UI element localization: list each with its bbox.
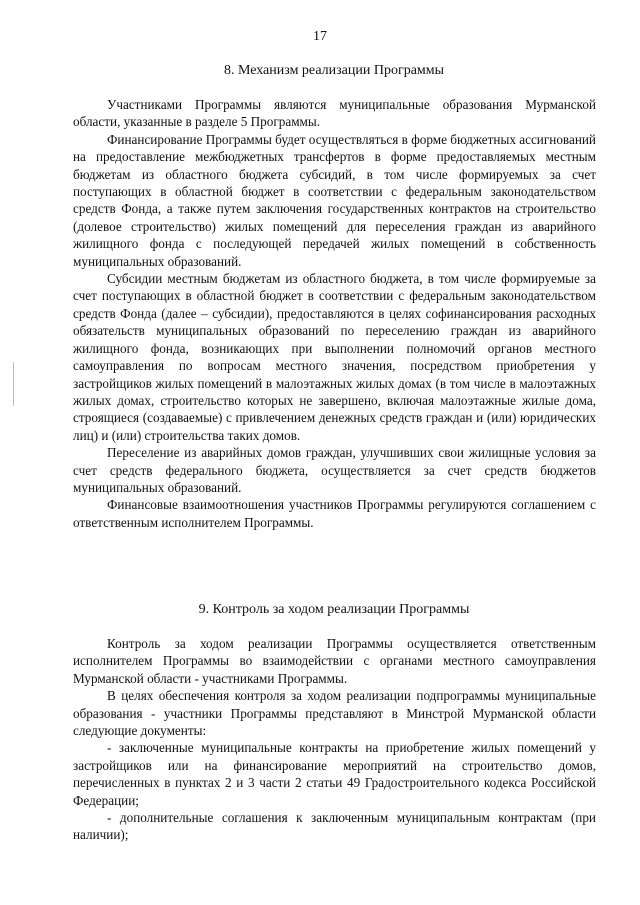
paragraph-subsidies: Субсидии местным бюджетам из областного бюджета, в том числе формируемые за счет поступающих в областной бюджет в соответствии с федеральным законодательством средств Фонда (далее – субсидии), предоставляются в целях софинансирования расходных обязательств муниципальных образований по переселению граждан из аварийного жилищного фонда, возникающих при выполнении полномочий органов местного самоуправления по вопросам местного значения, посредством приобретения у застройщиков жилых помещений в малоэтажных жилых домах (в том числе в малоэтажных жилых домах, строительство которых не завершено, включая малоэтажные жилые дома, строящиеся (создаваемые) с привлечением денежных средств граждан и (или) юридических лиц) и (или) строительства таких домов. — [73, 271, 596, 443]
section-8-heading: 8. Механизм реализации Программы — [223, 63, 445, 78]
scan-margin-mark — [13, 362, 14, 406]
paragraph-documents-intro: В целях обеспечения контроля за ходом реализации подпрограммы муниципальные образования - участники Программы представляют в Минстрой Мурманской области следующие документы: — [73, 688, 596, 739]
section-8-body — [73, 96, 596, 531]
paragraph-financial-relations: Финансовые взаимоотношения участников Программы регулируются соглашением с ответственным исполнителем Программы. — [73, 497, 596, 530]
paragraph-financing: Финансирование Программы будет осуществляться в форме бюджетных ассигнований на предоставление межбюджетных трансфертов в форме предоставляемых местным бюджетам из областного бюджета субсидий, в том числе формируемых за счет поступающих в областной бюджет в соответствии с федеральным законодательством средств Фонда, а также путем заключения государственных контрактов на строительство (долевое строительство) жилых помещений для переселения граждан из аварийного жилищного фонда с последующей передачей жилых помещений в собственность муниципальных образований. — [73, 131, 596, 269]
list-item-contracts: - заключенные муниципальные контракты на приобретение жилых помещений у застройщиков или на финансирование мероприятий на строительство домов, перечисленных в пунктах 2 и 3 части 2 статьи 49 Градостроительного кодекса Российской Федерации; — [73, 740, 596, 808]
list-item-additional-agreements: - дополнительные соглашения к заключенным муниципальным контрактам (при наличии); — [73, 810, 596, 843]
section-9-body — [73, 635, 596, 844]
paragraph-control: Контроль за ходом реализации Программы осуществляется ответственным исполнителем Программы во взаимодействии с органами местного самоуправления Мурманской области - участниками Программы. — [73, 636, 596, 686]
paragraph-resettlement: Переселение из аварийных домов граждан, улучшивших свои жилищные условия за счет средств федерального бюджета, осуществляется за счет средств бюджетов муниципальных образований. — [73, 445, 596, 495]
paragraph-participants: Участниками Программы являются муниципальные образования Мурманской области, указанные в разделе 5 Программы. — [73, 97, 596, 130]
section-9-heading: 9. Контроль за ходом реализации Программы — [198, 602, 470, 617]
page-number: 17 — [313, 29, 327, 44]
